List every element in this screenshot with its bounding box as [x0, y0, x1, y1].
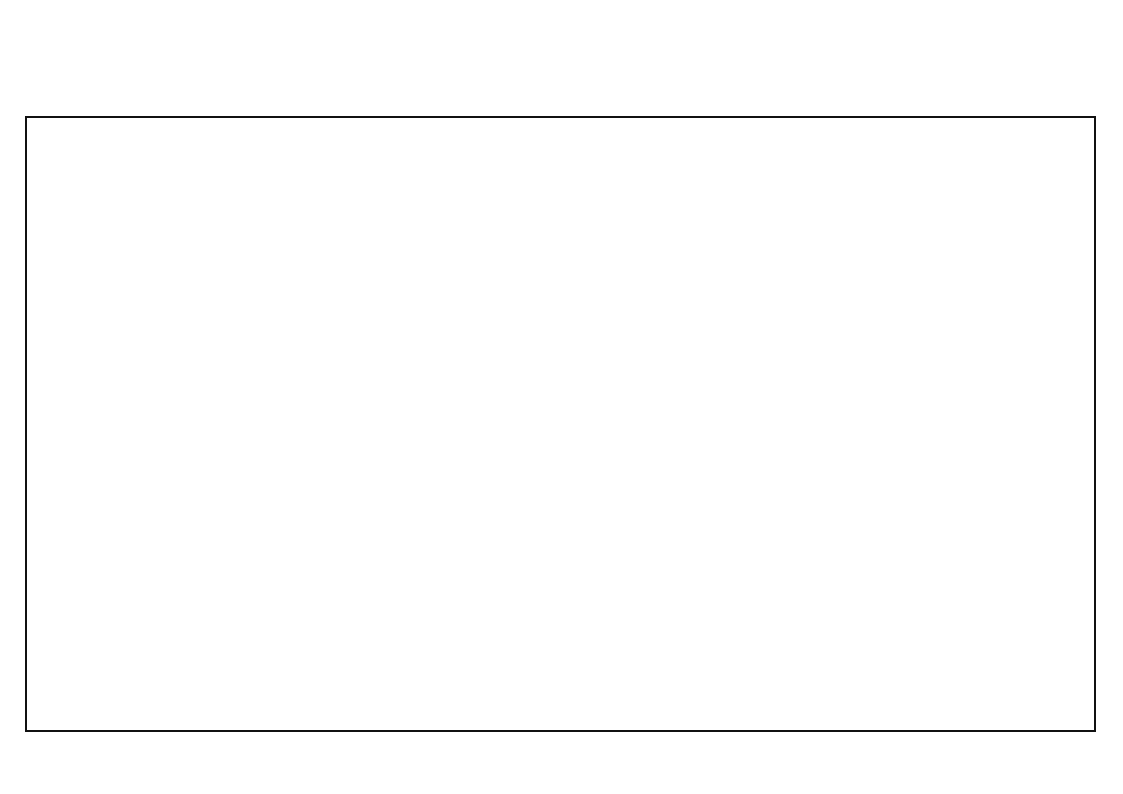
- upper-elevations-svg: [27, 118, 1094, 412]
- lower-drawing-panel: [27, 442, 1094, 732]
- upper-drawing-panel: [27, 118, 1094, 412]
- lower-elevations-svg: [27, 442, 1094, 732]
- drawing-frame: [25, 116, 1096, 732]
